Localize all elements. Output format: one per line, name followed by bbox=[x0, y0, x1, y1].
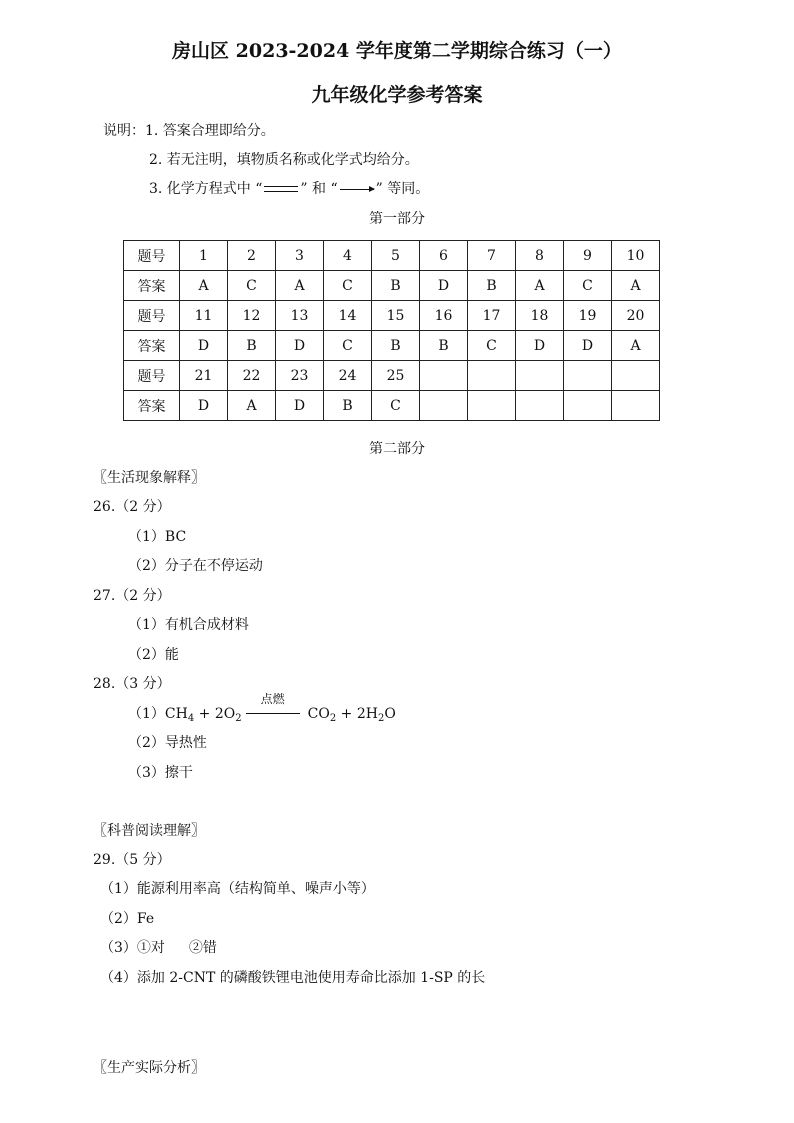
table-cell: B bbox=[228, 331, 276, 361]
equation-products: $CO_2 + 2H_2O$ bbox=[307, 706, 396, 724]
note-3-mid: ” 和 “ bbox=[300, 181, 338, 197]
q29-answer-4: （4）添加 2-CNT 的磷酸铁锂电池使用寿命比添加 1-SP 的长 bbox=[100, 970, 486, 986]
table-cell: 9 bbox=[564, 241, 612, 271]
table-cell: D bbox=[180, 331, 228, 361]
q28-head: 28.（3 分） bbox=[93, 676, 171, 692]
row-label: 题号 bbox=[124, 241, 180, 271]
table-cell bbox=[468, 361, 516, 391]
table-cell: 5 bbox=[372, 241, 420, 271]
table-cell: 1 bbox=[180, 241, 228, 271]
reaction-line bbox=[246, 713, 300, 714]
table-cell: 21 bbox=[180, 361, 228, 391]
q26-answer-1: （1）BC bbox=[128, 529, 187, 545]
table-cell: A bbox=[180, 271, 228, 301]
table-cell bbox=[420, 391, 468, 421]
table-cell: 12 bbox=[228, 301, 276, 331]
table-cell: 7 bbox=[468, 241, 516, 271]
table-cell: 14 bbox=[324, 301, 372, 331]
page-title: 房山区 2023-2024 学年度第二学期综合练习（一） bbox=[172, 40, 622, 62]
table-row bbox=[124, 301, 660, 331]
table-cell: 18 bbox=[516, 301, 564, 331]
notes-line-1 bbox=[103, 124, 275, 138]
note-3 bbox=[149, 182, 429, 196]
table-cell: 15 bbox=[372, 301, 420, 331]
table-cell: C bbox=[228, 271, 276, 301]
part2-heading: 第二部分 bbox=[369, 441, 425, 457]
right-arrow-icon bbox=[340, 189, 374, 190]
table-cell: D bbox=[276, 391, 324, 421]
q28-answer-1 bbox=[128, 692, 396, 724]
table-cell: 8 bbox=[516, 241, 564, 271]
table-cell: 11 bbox=[180, 301, 228, 331]
q28-a1-prefix: （1） bbox=[128, 706, 165, 722]
double-line-equals-icon bbox=[264, 186, 298, 192]
table-cell: 22 bbox=[228, 361, 276, 391]
table-cell bbox=[468, 391, 516, 421]
note-2: 2. 若无注明，填物质名称或化学式均给分。 bbox=[149, 152, 419, 168]
table-cell: 23 bbox=[276, 361, 324, 391]
table-cell: D bbox=[564, 331, 612, 361]
table-cell bbox=[564, 361, 612, 391]
table-cell bbox=[420, 361, 468, 391]
table-cell: 16 bbox=[420, 301, 468, 331]
equation-reactants: $CH_4 + 2O_2$ bbox=[164, 706, 242, 724]
table-row bbox=[124, 241, 660, 271]
table-cell: 17 bbox=[468, 301, 516, 331]
table-cell: 10 bbox=[612, 241, 660, 271]
page-subtitle: 九年级化学参考答案 bbox=[311, 84, 483, 106]
table-row bbox=[124, 331, 660, 361]
note-3-post: ” 等同。 bbox=[375, 181, 430, 197]
table-cell: 2 bbox=[228, 241, 276, 271]
q29-a3-part2: ②错 bbox=[188, 940, 217, 956]
table-cell bbox=[516, 391, 564, 421]
table-cell: C bbox=[468, 331, 516, 361]
table-cell: A bbox=[612, 331, 660, 361]
part1-heading: 第一部分 bbox=[369, 211, 425, 227]
table-cell: A bbox=[276, 271, 324, 301]
note-3-pre: 3. 化学方程式中 “ bbox=[149, 181, 263, 197]
row-label: 答案 bbox=[124, 391, 180, 421]
table-cell: 13 bbox=[276, 301, 324, 331]
table-cell: C bbox=[324, 271, 372, 301]
table-cell: 4 bbox=[324, 241, 372, 271]
q26-answer-2: （2）分子在不停运动 bbox=[128, 558, 263, 574]
table-cell: 6 bbox=[420, 241, 468, 271]
table-cell: A bbox=[228, 391, 276, 421]
q29-answer-2: （2）Fe bbox=[100, 911, 155, 927]
q29-a3-part1: ①对 bbox=[136, 940, 165, 956]
table-cell: D bbox=[516, 331, 564, 361]
table-cell bbox=[564, 391, 612, 421]
table-cell: D bbox=[420, 271, 468, 301]
table-cell: D bbox=[180, 391, 228, 421]
table-cell: B bbox=[468, 271, 516, 301]
table-cell: C bbox=[372, 391, 420, 421]
q28-answer-2: （2）导热性 bbox=[128, 735, 207, 751]
table-cell: 25 bbox=[372, 361, 420, 391]
table-cell bbox=[612, 391, 660, 421]
table-cell: C bbox=[324, 331, 372, 361]
q27-answer-1: （1）有机合成材料 bbox=[128, 617, 249, 633]
table-row bbox=[124, 361, 660, 391]
section-production-analysis: 〖生产实际分析〗 bbox=[93, 1060, 205, 1076]
q29-a3-prefix: （3） bbox=[100, 940, 137, 956]
table-cell: A bbox=[612, 271, 660, 301]
row-label: 答案 bbox=[124, 331, 180, 361]
q29-head: 29.（5 分） bbox=[93, 852, 171, 868]
q28-answer-3: （3）擦干 bbox=[128, 765, 193, 781]
table-cell: 20 bbox=[612, 301, 660, 331]
q27-head: 27.（2 分） bbox=[93, 588, 171, 604]
q29-answer-1: （1）能源利用率高（结构简单、噪声小等） bbox=[100, 881, 375, 897]
table-row bbox=[124, 271, 660, 301]
table-cell: B bbox=[372, 331, 420, 361]
table-cell bbox=[612, 361, 660, 391]
section-life-phenomena: 〖生活现象解释〗 bbox=[93, 470, 205, 486]
table-cell: B bbox=[372, 271, 420, 301]
table-cell: D bbox=[276, 331, 324, 361]
reaction-condition bbox=[246, 692, 300, 721]
q26-head: 26.（2 分） bbox=[93, 499, 171, 515]
note-1: 1. 答案合理即给分。 bbox=[145, 123, 275, 139]
row-label: 题号 bbox=[124, 361, 180, 391]
notes-lead: 说明： bbox=[103, 123, 145, 139]
table-cell: 19 bbox=[564, 301, 612, 331]
table-row bbox=[124, 391, 660, 421]
q27-answer-2: （2）能 bbox=[128, 647, 179, 663]
table-cell: B bbox=[324, 391, 372, 421]
section-science-reading: 〖科普阅读理解〗 bbox=[93, 823, 205, 839]
row-label: 答案 bbox=[124, 271, 180, 301]
table-cell: C bbox=[564, 271, 612, 301]
table-cell: B bbox=[420, 331, 468, 361]
q29-answer-3 bbox=[100, 941, 217, 955]
table-cell bbox=[516, 361, 564, 391]
table-cell: A bbox=[516, 271, 564, 301]
table-cell: 24 bbox=[324, 361, 372, 391]
table-cell: 3 bbox=[276, 241, 324, 271]
condition-label: 点燃 bbox=[260, 692, 285, 706]
answer-table bbox=[123, 240, 660, 421]
row-label: 题号 bbox=[124, 301, 180, 331]
